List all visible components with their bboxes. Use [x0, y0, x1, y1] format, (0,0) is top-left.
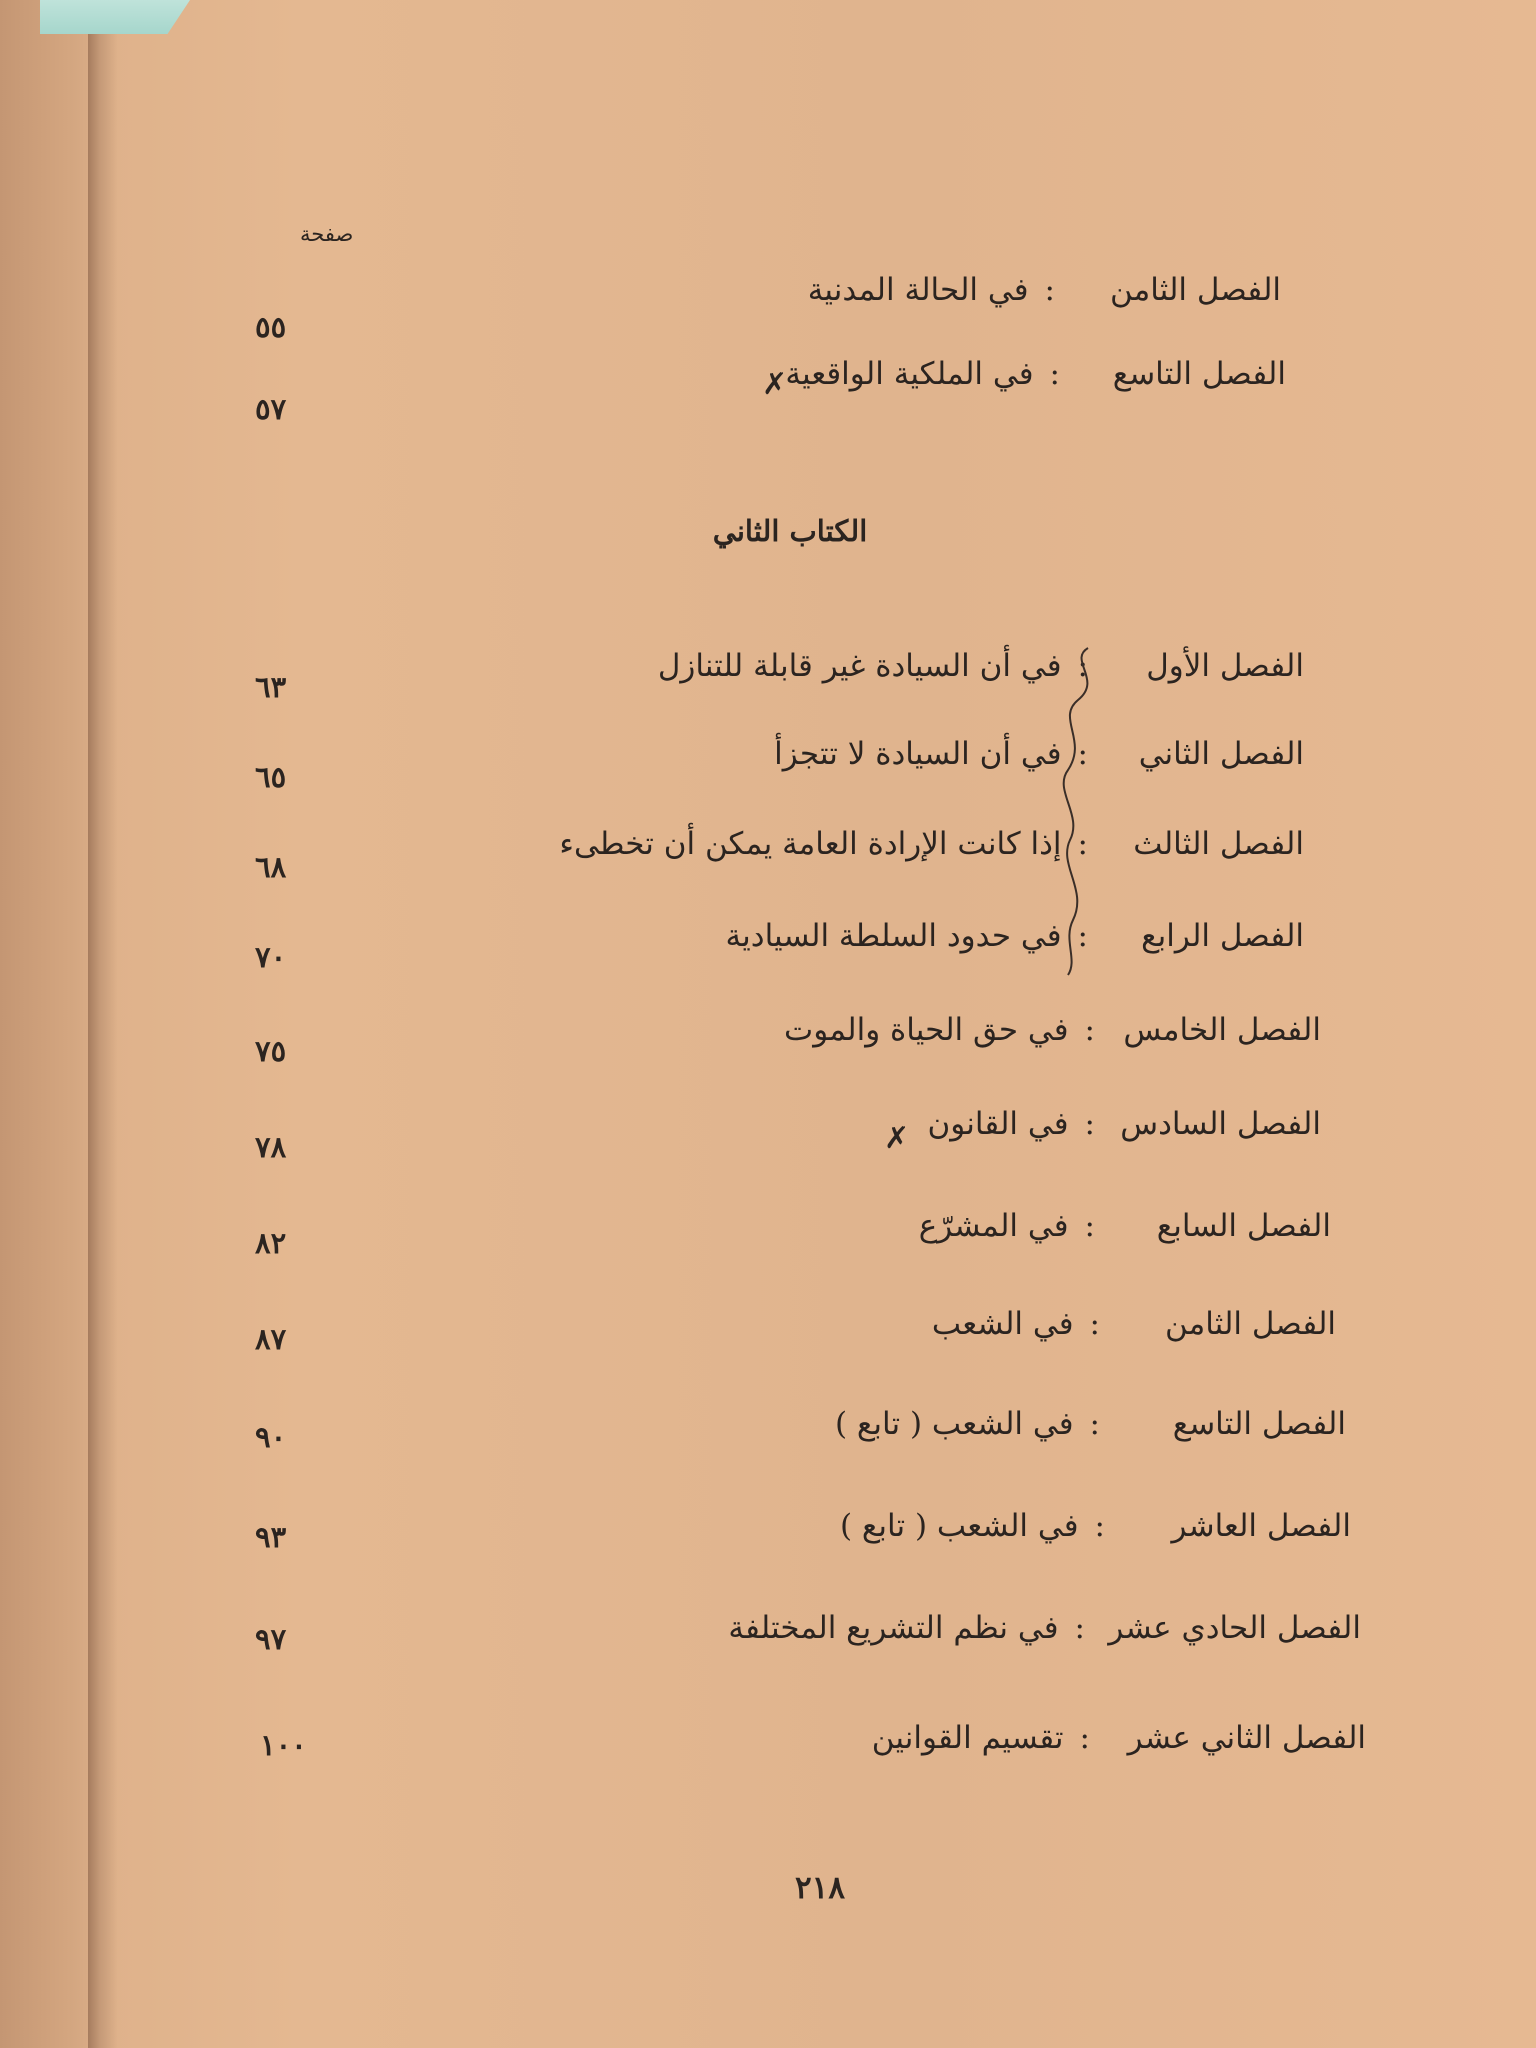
chapter-title: في الحالة المدنية: [807, 272, 1029, 308]
toc-entry-title: [919, 1208, 1331, 1244]
toc-page-number: ٦٥: [255, 760, 287, 794]
background-cloth: [40, 0, 190, 34]
chapter-title: في المشرّع: [918, 1208, 1069, 1244]
chapter-title: في نظم التشريع المختلفة: [728, 1610, 1059, 1646]
colon: :: [1084, 1012, 1095, 1048]
colon: :: [1084, 1208, 1095, 1244]
colon: :: [1074, 1610, 1085, 1646]
colon: :: [1089, 1406, 1100, 1442]
colon: :: [1049, 356, 1060, 392]
toc-page-number: ٧٨: [255, 1130, 287, 1164]
colon: :: [1077, 648, 1088, 684]
toc-entry-title: [927, 1106, 1321, 1142]
chapter-title: في حق الحياة والموت: [784, 1012, 1069, 1048]
toc-entry-title: [559, 826, 1304, 862]
chapter-label: الفصل الثالث: [1133, 826, 1304, 862]
toc-page-number: ٨٧: [255, 1322, 287, 1356]
page-column-header: صفحة: [300, 222, 354, 246]
handwritten-x-icon: ✗: [762, 367, 788, 402]
toc-page-number: ٥٥: [255, 310, 287, 344]
chapter-title: في أن السيادة غير قابلة للتنازل: [657, 648, 1062, 684]
toc-page-number: ١٠٠: [260, 1728, 307, 1762]
toc-entry-title: [872, 1720, 1366, 1756]
left-page-edge: [0, 0, 70, 2048]
toc-page-number: ٦٨: [255, 850, 287, 884]
toc-page-number: ٩٧: [255, 1622, 287, 1656]
chapter-title: في الشعب ( تابع ): [839, 1508, 1079, 1544]
brace-stroke: [1064, 648, 1088, 975]
colon: :: [1077, 826, 1088, 862]
handwritten-brace-icon: [1048, 640, 1108, 980]
toc-entry-title: [840, 1508, 1351, 1544]
chapter-label: الفصل الثامن: [1109, 272, 1281, 308]
chapter-label: الفصل التاسع: [1172, 1406, 1346, 1442]
colon: :: [1077, 918, 1088, 954]
chapter-title: في الشعب: [931, 1306, 1074, 1342]
colon: :: [1094, 1508, 1105, 1544]
chapter-title: في حدود السلطة السيادية: [725, 918, 1062, 954]
chapter-label: الفصل السابع: [1156, 1208, 1331, 1244]
toc-entry-title: [785, 356, 1286, 392]
chapter-label: الفصل الثاني عشر: [1127, 1720, 1366, 1756]
toc-entry-title: [658, 648, 1304, 684]
toc-page-number: ٥٧: [255, 392, 287, 426]
colon: :: [1077, 736, 1088, 772]
chapter-title: في أن السيادة لا تتجزأ: [774, 736, 1062, 772]
toc-page-number: ٩٠: [255, 1420, 287, 1454]
chapter-label: الفصل الرابع: [1141, 918, 1304, 954]
toc-entry-title: [835, 1406, 1346, 1442]
chapter-label: الفصل الثاني: [1138, 736, 1304, 772]
chapter-label: الفصل الحادي عشر: [1108, 1610, 1361, 1646]
chapter-label: الفصل الخامس: [1123, 1012, 1321, 1048]
chapter-label: الفصل العاشر: [1171, 1508, 1351, 1544]
handwritten-x-icon: ✗: [884, 1121, 910, 1156]
toc-page-number: ٨٢: [255, 1226, 287, 1260]
toc-entry-title: [774, 736, 1304, 772]
book-spine: [88, 0, 118, 2048]
toc-entry-title: [808, 272, 1281, 308]
toc-entry-title: [726, 918, 1304, 954]
colon: :: [1089, 1306, 1100, 1342]
chapter-label: الفصل التاسع: [1112, 356, 1286, 392]
toc-page-number: ٩٣: [255, 1520, 287, 1554]
chapter-title: تقسيم القوانين: [871, 1720, 1064, 1756]
chapter-title: في الملكية الواقعية: [785, 356, 1034, 392]
footer-page-number: ٢١٨: [795, 1870, 845, 1906]
book-two-heading: الكتاب الثاني: [712, 514, 868, 548]
colon: :: [1079, 1720, 1090, 1756]
chapter-label: الفصل السادس: [1120, 1106, 1321, 1142]
chapter-title: في الشعب ( تابع ): [834, 1406, 1074, 1442]
chapter-label: الفصل الثامن: [1164, 1306, 1336, 1342]
chapter-title: إذا كانت الإرادة العامة يمكن أن تخطىء: [559, 826, 1062, 862]
colon: :: [1044, 272, 1055, 308]
toc-entry-title: [932, 1306, 1336, 1342]
toc-page-number: ٧٥: [255, 1034, 287, 1068]
toc-entry-title: [728, 1610, 1361, 1646]
toc-entry-title: [784, 1012, 1321, 1048]
chapter-label: الفصل الأول: [1146, 648, 1304, 684]
chapter-title: في القانون: [927, 1106, 1069, 1142]
toc-page-number: ٦٣: [255, 670, 287, 704]
colon: :: [1084, 1106, 1095, 1142]
toc-page-number: ٧٠: [255, 940, 287, 974]
